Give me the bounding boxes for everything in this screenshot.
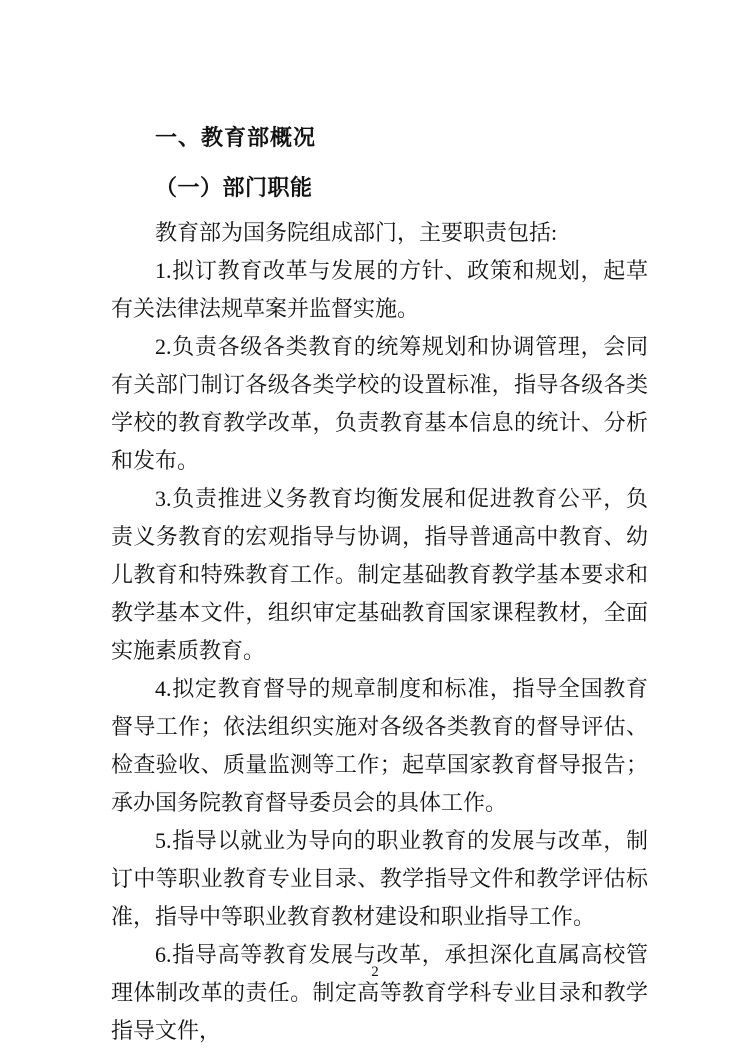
subsection-heading: （一）部门职能 <box>155 175 313 200</box>
paragraph-item-2: 2.负责各级各类教育的统筹规划和协调管理，会同有关部门制订各级各类学校的设置标准，指导各级各类学校的教育教学改革，负责教育基本信息的统计、分析和发布。 <box>111 334 648 473</box>
document-body <box>111 120 648 1050</box>
paragraph-item-3: 3.负责推进义务教育均衡发展和促进教育公平，负责义务教育的宏观指导与协调，指导普通高中教育、幼儿教育和特殊教育工作。制定基础教育教学基本要求和教学基本文件，组织审定基础教育国家课程教材，全面实施素质教育。 <box>111 486 648 663</box>
paragraph-item-5: 5.指导以就业为导向的职业教育的发展与改革，制订中等职业教育专业目录、教学指导文件和教学评估标准，指导中等职业教育教材建设和职业指导工作。 <box>111 828 648 929</box>
paragraph-item-4: 4.拟定教育督导的规章制度和标准，指导全国教育督导工作；依法组织实施对各级各类教育的督导评估、检查验收、质量监测等工作；起草国家教育督导报告；承办国务院教育督导委员会的具体工作。 <box>111 676 648 815</box>
paragraph-item-6: 6.指导高等教育发展与改革，承担深化直属高校管理体制改革的责任。制定高等教育学科专业目录和教学指导文件， <box>111 942 648 1043</box>
paragraph-item-1: 1.拟订教育改革与发展的方针、政策和规划，起草有关法律法规草案并监督实施。 <box>111 258 648 321</box>
paragraph-intro: 教育部为国务院组成部门，主要职责包括: <box>155 220 558 245</box>
section-heading: 一、教育部概况 <box>155 126 317 151</box>
page-number: 2 <box>371 964 379 980</box>
